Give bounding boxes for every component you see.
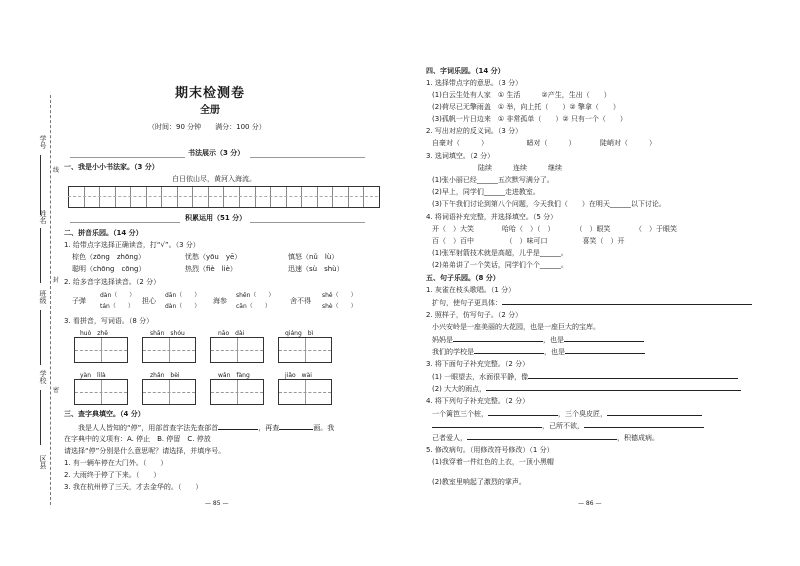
poem-line: 白日依山尽，黄河入海流。 [172,175,256,183]
question-5-title: 五、句子乐园。（8 分） [426,274,500,282]
answer-blank[interactable] [502,297,752,305]
q5-1-instruction: 1. 灰雀在枝头歌唱。（1 分） [426,286,516,294]
duoyin-option[interactable]: shě（ ） [322,292,357,299]
answer-blank[interactable] [453,334,543,342]
q3-sentence-3[interactable]: 3. 我在杭州停了三天，才去金华的。（ ） [64,483,203,491]
q5-2-instruction: 2. 照样子，仿写句子。（2 分） [426,311,523,319]
q4-4-instruction: 4. 将词语补充完整，并选择填空。（5 分） [426,213,558,221]
question-4-title: 四、字词乐园。（14 分） [426,67,505,75]
page-title: 期末检测卷 [175,86,246,101]
q2-2-instruction: 2. 给多音字选择读音。（2 分） [64,278,161,286]
answer-blank[interactable] [486,383,741,391]
q2-3-instruction: 3. 看拼音，写词语。（8 分） [64,317,154,325]
q5-4-instruction: 4. 将下列句子补充完整。（2 分） [426,397,530,405]
pinyin-label: qiáng bì [285,330,314,337]
question-1-title: 一、我是小小书法家。（3 分） [64,163,159,171]
margin-label-xuexiao: 学校 [39,370,47,384]
margin-mark-mi: 密 [53,387,60,394]
writing-box[interactable] [278,379,332,405]
q2-1-item[interactable]: 棕色（zōng zhōng） [72,253,146,261]
q4-2-instruction: 2. 写出对应的反义词。（3 分） [426,127,523,135]
writing-box[interactable] [74,337,128,363]
pinyin-label: yàn lìlà [80,372,106,379]
answer-blank[interactable] [432,420,542,428]
q4-4-idioms[interactable]: 百（ ）百中 （ ）味可口 喜笑（ ）开 [432,237,625,245]
pinyin-label: wǎn fàng [218,372,250,379]
answer-blank[interactable] [528,371,738,379]
q5-5-sentence[interactable]: (1)我穿着一件红色的上衣，一顶小黑帽 [432,458,554,466]
answer-blank[interactable] [218,422,258,430]
q3-sentence-2[interactable]: 2. 大雨终于停了下来。（ ） [64,471,161,479]
answer-blank[interactable] [467,432,617,440]
q4-1-item[interactable]: (3)孤帆一片日边来 ① 非常孤单（ ）② 只有一个（ ） [432,115,627,123]
writing-box[interactable] [142,379,196,405]
q5-3-line: (2) 大大的雨点， [432,383,741,394]
page-number-right: — 86 — [578,500,602,507]
duoyin-word: 担心 [142,297,156,305]
pinyin-label: jiǎo wài [285,372,312,379]
q4-4-sentence[interactable]: (2)弟弟讲了一个笑话，同学们个个______。 [432,261,568,269]
q5-3-instruction: 3. 将下面句子补充完整。（2 分） [426,360,530,368]
page-number-left: — 85 — [205,500,229,507]
q5-5-instruction: 5. 修改病句。（用修改符号修改）（1 分） [426,446,554,454]
q5-1-prompt: 扩句，使句子更具体： [432,297,752,308]
q4-2-antonyms[interactable]: 自豪对（ ） 暗对（ ） 陡峭对（ ） [432,139,656,147]
q4-3-instruction: 3. 选词填空。（2 分） [426,152,495,160]
q5-5-sentence[interactable]: (2)教室里响起了激烈的掌声。 [432,478,526,486]
duoyin-word: 子弹 [72,297,86,305]
q5-2-line: 我们的学校是 ，也是 [432,346,645,357]
writing-box[interactable] [210,337,264,363]
margin-label-xuehao: 学号 [39,135,47,149]
duoyin-option[interactable]: dàn（ ） [100,292,136,299]
q2-1-item[interactable]: 热烈（fiè liè） [185,265,237,273]
q2-1-item[interactable]: 迅速（sù shù） [288,265,344,273]
page-subtitle: 全册 [200,105,220,116]
q2-1-item[interactable]: 聪明（chōng cōng） [72,265,146,273]
exam-time-score: （时间：90 分钟 满分：100 分） [148,123,266,131]
q4-1-item[interactable]: (1)白云生处有人家 ① 生活 ②产生，生出（ ） [432,91,611,99]
binding-dashed-line [50,95,51,505]
pinyin-label: huò zhě [80,330,108,337]
pinyin-label: nāo dài [218,330,245,337]
duoyin-option[interactable]: dàn（ ） [165,303,201,310]
q3-sentence-1[interactable]: 1. 有一辆车停在大门外。（ ） [64,459,168,467]
margin-label-quxian: 区县 [39,455,47,469]
q3-text-2: 在字典中的义项有：A. 停止 B. 停留 C. 停放 [64,435,211,443]
question-2-title: 二、拼音乐园。（14 分） [64,229,143,237]
q3-text-1: 我是人人皆知的“停”，用部首查字法先查部首 ，再查 画。我 [78,424,335,432]
q5-3-line: (1) 一眼望去，水面很平静，像 [432,371,738,382]
q4-3-sentence[interactable]: (3)下午我们讨论到第八个问题，今天我们（ ）在明天______以下讨论。 [432,200,666,208]
duoyin-option[interactable]: dān（ ） [165,292,201,299]
q3-text-3: 请选择“停”分别是什么意思呢？请选择，并填序号。 [64,447,226,455]
duoyin-option[interactable]: shè（ ） [322,303,357,310]
duoyin-word: 舍不得 [290,297,311,305]
q4-4-idioms[interactable]: 开（ ）大笑 哈哈（ ）（ ） （ ）眼笑 （ ）于眼笑 [432,225,677,233]
q2-1-item[interactable]: 慎怒（nǔ lù） [288,253,339,261]
duoyin-option[interactable]: shēn（ ） [236,292,275,299]
writing-box[interactable] [210,379,264,405]
q4-1-instruction: 1. 选择带点字的意思。（3 分） [426,79,523,87]
margin-label-xingming: 姓名 [39,210,47,224]
q5-4-line: 一个篱笆三个桩， ，三个臭皮匠， [432,408,702,419]
q2-1-item[interactable]: 忧愁（yōu yē） [185,253,242,261]
q5-2-line: 妈妈是 ，也是 [432,334,644,345]
answer-blank[interactable] [607,408,702,416]
answer-blank[interactable] [565,346,645,354]
q5-2-example: 小兴安岭是一座美丽的大花园，也是一座巨大的宝库。 [432,323,600,331]
pinyin-label: shān shóu [150,330,185,337]
section-header-jilei: 积累运用（51 分） [185,214,247,222]
margin-label-banji: 班级 [39,290,47,304]
writing-box[interactable] [278,337,332,363]
q4-3-sentence[interactable]: (1)张小丽已经______五次默写满分了。 [432,176,554,184]
duoyin-option[interactable]: tán（ ） [100,303,134,310]
writing-box[interactable] [74,379,128,405]
answer-blank[interactable] [279,422,313,430]
writing-box[interactable] [142,337,196,363]
q4-1-item[interactable]: (2)荷尽已无擎雨盖 ① 举，向上托（ ）② 擎拿（ ） [432,103,620,111]
answer-blank[interactable] [564,334,644,342]
duoyin-word: 海参 [213,297,227,305]
q4-4-sentence[interactable]: (1)张军射箭技术就是高超，儿乎是______。 [432,249,568,257]
calligraphy-grid[interactable] [68,186,380,208]
answer-blank[interactable] [474,346,544,354]
q5-4-line: ，己所不欲， [432,420,704,431]
duoyin-option[interactable]: cān（ ） [236,303,271,310]
question-3-title: 三、查字典填空。（4 分） [64,410,145,418]
q5-4-line: 己者爱人， ，积德成病。 [432,434,659,442]
answer-blank[interactable] [584,420,704,428]
margin-mark-xian: 线 [53,167,60,174]
q2-1-instruction: 1. 给带点字选择正确读音，打“√”。（3 分） [64,241,200,249]
q4-3-wordbank: 陆续 连续 继续 [478,164,562,172]
margin-mark-feng: 封 [53,277,60,284]
q4-3-sentence[interactable]: (2)早上，同学们______走进教室。 [432,188,540,196]
answer-blank[interactable] [488,408,558,416]
pinyin-label: zhǎn bèi [150,372,180,379]
section-header-shufa: 书法展示（3 分） [188,149,245,157]
